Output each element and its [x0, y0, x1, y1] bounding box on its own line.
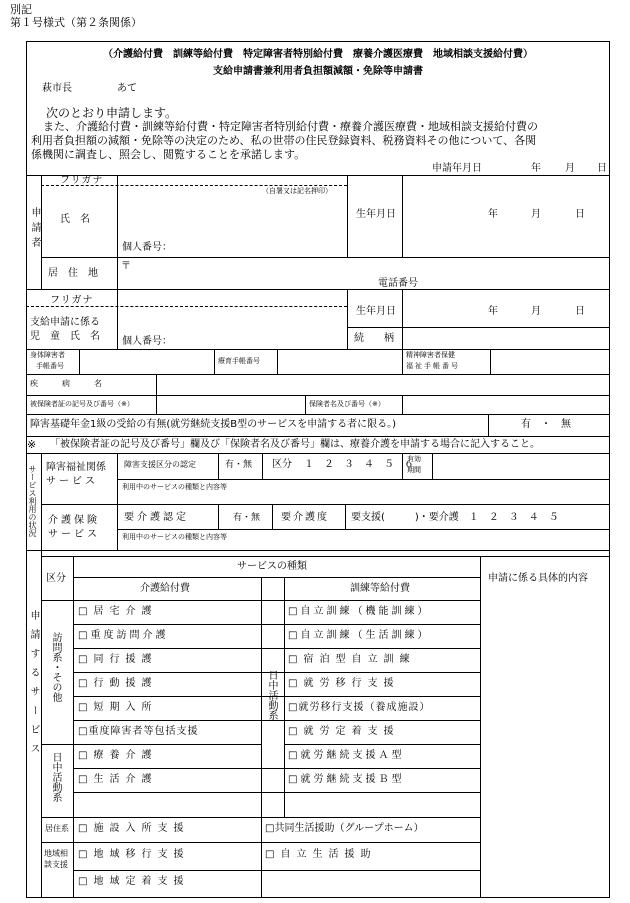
- welfare-service-label-2: サービス: [46, 476, 98, 487]
- applicant-birth-day: 日: [575, 209, 585, 220]
- support-category-label: 区分: [272, 459, 292, 470]
- mental-notebook-label-2: 福祉手帳番号: [406, 362, 460, 370]
- application-date-month: 月: [565, 163, 575, 174]
- child-name-label-1: 支給申請に係る: [30, 317, 100, 328]
- intro-line-4: 係機関に調査し、照会し、閲覧することを承諾します。: [31, 148, 306, 161]
- service-item-tanki: □短期入所: [78, 702, 158, 713]
- chiiki-category: 地域相談支援: [44, 849, 68, 869]
- insurer-label: 保険者名及び番号（※）: [309, 400, 385, 408]
- care-cert-yesno: 有・無: [233, 513, 261, 523]
- child-birth-day: 日: [575, 306, 585, 317]
- child-name-label-2: 児 童 氏 名: [30, 331, 100, 342]
- service-item-seikatsu: □生活介護: [78, 774, 158, 785]
- service-item-shisetsu: □施設入所支援: [78, 823, 190, 834]
- request-details-header: 申請に係る具体的内容: [488, 573, 588, 584]
- intro-line-3: 利用者負担額の減額・免除等の決定のため、私の世帯の住民登録資料、税務資料その他について、各関: [31, 134, 537, 147]
- intro-line-1: 次のとおり申請します。: [46, 106, 178, 120]
- care-in-use-label: 利用中のサービスの種類と内容等: [122, 533, 227, 541]
- service-item-chiiki-teichaku: □地域定着支援: [78, 876, 190, 887]
- note-mark: ※: [27, 438, 37, 451]
- service-item-chiiki-ikou: □地域移行支援: [78, 849, 190, 860]
- applicant-address-label: 居 住 地: [48, 268, 98, 279]
- seal-note: （自署又は記名押印）: [262, 187, 332, 195]
- service-item-koudou: □行動援護: [78, 678, 158, 689]
- care-level-label: 要介護度: [281, 512, 329, 523]
- support-category-levels: １ ２ ３ ４ ５ ６: [304, 459, 414, 470]
- child-birth-year: 年: [488, 306, 498, 317]
- form-number: 第１号様式（第２条関係）: [10, 16, 142, 29]
- service-item-ryouyou: □療養介護: [78, 750, 158, 761]
- application-date-day: 日: [597, 163, 607, 174]
- care-insurance-label-1: 介護保険: [48, 515, 100, 526]
- child-furigana-label: フリガナ: [50, 295, 94, 306]
- nicchu-category-right: 日中活動系: [266, 670, 277, 720]
- service-item-jiritsu-seikatsu: □自立生活援助: [265, 849, 377, 860]
- kunren-header: 訓練等給付費: [350, 583, 410, 594]
- services-side-label: 申請するサービス: [28, 610, 39, 762]
- valid-period-label-1: 有効: [407, 455, 421, 463]
- form-title-benefits: （介護給付費 訓練等給付費 特定障害者特別給付費 療養介護医療費 地域相談支援給付費）: [103, 49, 533, 60]
- pension-answer: 有 ・ 無: [521, 419, 571, 430]
- nicchu-category: 日中活動系: [50, 752, 61, 802]
- welfare-in-use-label: 利用中のサービスの種類と内容等: [122, 483, 227, 491]
- care-insurance-label-2: サービス: [48, 529, 100, 540]
- applicant-birth-month: 月: [531, 209, 541, 220]
- application-date-year: 年: [531, 163, 541, 174]
- service-item-keizoku-b: □就労継続支援Ｂ型: [288, 774, 405, 785]
- annex-label: 別記: [10, 3, 32, 16]
- applicant-birth-year: 年: [488, 209, 498, 220]
- physical-notebook-label-1: 身体障害者: [30, 351, 65, 359]
- service-item-doukou: □同行援護: [78, 654, 158, 665]
- application-date-label: 申請年月日: [432, 163, 482, 174]
- pension-question: 障害基礎年金1級の受給の有無(就労継続支援B型のサービスを申請する者に限る。): [30, 419, 397, 430]
- rehab-notebook-label: 療育手帳番号: [218, 357, 260, 365]
- applicant-furigana-label: フリガナ: [60, 175, 104, 186]
- service-item-ikou: □就労移行支援: [288, 678, 400, 689]
- services-kind-header: サービスの種類: [237, 561, 307, 572]
- service-item-houkatsu: □重度障害者等包括支援: [78, 726, 199, 737]
- child-birth-label: 生年月日: [356, 306, 396, 317]
- applicant-birth-label: 生年月日: [356, 209, 396, 220]
- service-item-keizoku-a: □就労継続支援Ａ型: [288, 750, 405, 761]
- care-cert-label: 要介護認定: [124, 512, 189, 523]
- service-item-kyotaku: □居宅介護: [78, 606, 158, 617]
- phone-label: 電話番号: [378, 278, 418, 289]
- usage-side-label: サービス利用の状況: [28, 465, 37, 537]
- note-text: 「被保険者証の記号及び番号」欄及び「保険者名及び番号」欄は、療養介護を申請する場合に記入すること。: [50, 439, 540, 450]
- child-birth-month: 月: [531, 306, 541, 317]
- service-item-ikou-yousei: □就労移行支援（養成施設）: [288, 702, 431, 713]
- applicant-side-label: 申請者: [29, 207, 40, 252]
- addressee-ate: あて: [117, 83, 137, 94]
- physical-notebook-label-2: 手帳番号: [36, 362, 64, 370]
- service-item-group-home: □共同生活援助（グループホーム）: [265, 823, 424, 834]
- support-cert-label: 障害支援区分の認定: [124, 460, 196, 469]
- child-mynumber-label: 個人番号：: [122, 336, 172, 347]
- kaigo-header: 介護給付費: [140, 583, 190, 594]
- kyoju-category: 居住系: [45, 824, 69, 833]
- applicant-mynumber-label: 個人番号：: [122, 242, 172, 253]
- mental-notebook-label-1: 精神障害者保健: [406, 351, 455, 359]
- insurance-card-label: 被保険者証の記号及び番号（※）: [30, 400, 134, 408]
- services-category-header: 区分: [46, 573, 66, 584]
- service-item-teichaku: □就労定着支援: [288, 726, 400, 737]
- applicant-name-label: 氏 名: [60, 214, 90, 225]
- support-cert-yesno: 有・無: [225, 460, 253, 470]
- care-level-value: 要支援( )・要介護 １ ２ ３ ４ ５: [351, 512, 559, 523]
- service-item-kinou: □自立訓練（機能訓練）: [288, 606, 431, 617]
- service-item-shukuhaku: □宿泊型自立訓練: [288, 654, 416, 665]
- houmon-category: 訪問系・その他: [50, 632, 61, 702]
- welfare-service-label-1: 障害福祉関係: [46, 462, 106, 473]
- form-title: 支給申請書兼利用者負担額減額・免除等申請書: [213, 66, 423, 77]
- addressee-mayor: 萩市長: [42, 83, 72, 94]
- postal-mark: 〒: [121, 261, 131, 272]
- service-item-seikatsu-kunren: □自立訓練（生活訓練）: [288, 630, 431, 641]
- valid-period-label-2: 期間: [407, 466, 421, 474]
- service-item-judo-houmon: □重度訪問介護: [78, 630, 169, 641]
- intro-line-2: また、介護給付費・訓練等給付費・特定障害者特別給付費・療養介護医療費・地域相談支援給付費の: [43, 120, 538, 133]
- child-relation-label: 続 柄: [354, 333, 394, 344]
- disease-label: 疾 病 名: [30, 379, 102, 388]
